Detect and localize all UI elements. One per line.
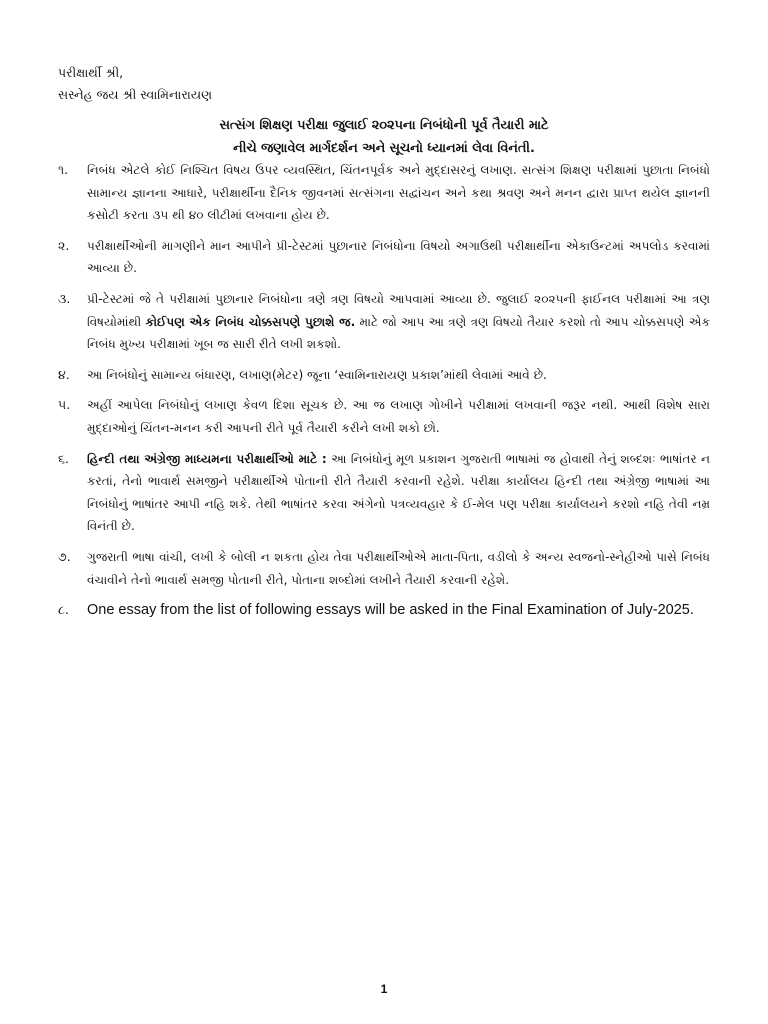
- heading-line-1: સત્સંગ શિક્ષણ પરીક્ષા જુલાઈ ૨૦૨૫ના નિબંધોની પૂર્વ તૈયારી માટે: [219, 118, 549, 133]
- salutation: [58, 62, 212, 106]
- list-item: [58, 546, 710, 591]
- salutation-line-2: સસ્નેહ જય શ્રી સ્વામિનારાયણ: [58, 87, 212, 102]
- instruction-list: [58, 159, 710, 630]
- item-text-emphasis: હિન્દી તથા અંગ્રેજી માધ્યમના પરીક્ષાર્થીઓ માટે :: [87, 451, 327, 466]
- item-text: પરીક્ષાર્થીઓની માગણીને માન આપીને પ્રી-ટેસ્ટમાં પુછાનાર નિબંધોના વિષયો અગાઉથી પરીક્ષાર્થીના એકાઉન્ટમાં અપલોડ કરવામાં આવ્યા છે.: [87, 238, 710, 276]
- item-text: ગુજરાતી ભાષા વાંચી, લખી કે બોલી ન શકતા હોય તેવા પરીક્ષાર્થીઓએ માતા-પિતા, વડીલો કે અન્ય સ્વજનો-સ્નેહીઓ પાસે નિબંધ વંચાવીને તેનો ભાવાર્થ સમજી પોતાની રીતે, પોતાના શબ્દોમાં લખીને તૈયારી કરવાની રહેશે.: [87, 549, 710, 587]
- item-text: [87, 288, 710, 356]
- item-number: ૧.: [58, 162, 69, 177]
- item-text-part: માટે જો આપ આ ત્રણે ત્રણ વિષયો તૈયાર કરશો તો આપ ચોક્કસપણે એક નિબંધ મુખ્ય પરીક્ષામાં ખૂબ જ સારી રીતે લખી શકશો.: [87, 314, 710, 352]
- item-number: ૬.: [58, 450, 69, 466]
- item-text-part: આ નિબંધોનું મૂળ પ્રકાશન ગુજરાતી ભાષામાં જ હોવાથી તેનું શબ્દશઃ ભાષાંતર ન કરતાં, તેનો ભાવાર્થ સમજીને પરીક્ષાર્થીએ પોતાની રીતે તૈયારી કરવાની રહેશે. પરીક્ષા કાર્યાલય હિન્દી તથા અંગ્રેજી ભાષામાં આ નિબંધોનું ભાષાંતર આપી નહિ શકે. તેથી ભાષાંતર કરવા અંગેનો પત્રવ્યવહાર કે ઈ-મેલ પણ પરીક્ષા કાર્યાલયને કરશો નહિ તેવી નમ્ર વિનંતી છે.: [87, 451, 710, 534]
- item-number: ૩.: [58, 290, 71, 306]
- item-text: આ નિબંધોનું સામાન્ય બંધારણ, લખાણ(મેટર) જૂના ‘સ્વામિનારાયણ પ્રકાશ’માંથી લેવામાં આવે છે.: [87, 367, 547, 382]
- item-number: ૮.: [58, 602, 69, 618]
- list-item: [58, 159, 710, 227]
- salutation-line-1: પરીક્ષાર્થી શ્રી,: [58, 65, 124, 80]
- item-text: નિબંધ એટલે કોઈ નિશ્ચિત વિષય ઉપર વ્યવસ્થિત, ચિંતનપૂર્વક અને મુદ્દાસરનું લખાણ. સત્સંગ શિક્ષણ પરીક્ષામાં પુછાતા નિબંધો સામાન્ય જ્ઞાનના આધારે, પરીક્ષાર્થીના દૈનિક જીવનમાં સત્સંગના સદ્વાંચન અને કથા શ્રવણ અને મનન દ્વારા પ્રાપ્ત થયેલ જ્ઞાનની કસોટી કરતા ૩૫ થી ૪૦ લીટીમાં લખવાના હોય છે.: [87, 163, 710, 223]
- list-item: [58, 235, 710, 280]
- item-text: One essay from the list of following essays will be asked in the Final Examination of July-2025.: [87, 602, 694, 619]
- item-number: ૨.: [58, 237, 70, 253]
- document-heading: [0, 114, 768, 160]
- item-text-part: પ્રી-ટેસ્ટમાં જે તે પરીક્ષામાં પુછાનાર નિબંધોના ત્રણે ત્રણ વિષયો આપવામાં આવ્યા છે. જુલાઈ ૨૦૨૫ની ફાઈનલ પરીક્ષામાં આ ત્રણ વિષયોમાંથી: [87, 291, 710, 329]
- item-text: અહીં આપેલા નિબંધોનું લખાણ કેવળ દિશા સૂચક છે. આ જ લખાણ ગોખીને પરીક્ષામાં લખવાની જરૂર નથી. આથી વિશેષ સારા મુદ્દાઓનું ચિંતન-મનન કરી આપની રીતે પૂર્વ તૈયારી કરીને લખી શકો છો.: [87, 398, 710, 435]
- item-number: ૪.: [58, 366, 70, 382]
- list-item: [58, 394, 710, 439]
- heading-line-2: નીચે જણાવેલ માર્ગદર્શન અને સૂચનો ધ્યાનમાં લેવા વિનંતી.: [233, 141, 535, 156]
- item-text: [87, 448, 710, 538]
- list-item: [58, 364, 710, 387]
- item-number: ૫.: [58, 397, 71, 413]
- list-item: [58, 599, 710, 622]
- page-number: 1: [380, 982, 388, 996]
- list-item: [58, 448, 710, 538]
- item-number: ૭.: [58, 548, 71, 564]
- item-text-emphasis: કોઈપણ એક નિબંધ ચોક્કસપણે પુછાશે જ.: [145, 314, 356, 329]
- list-item: [58, 288, 710, 356]
